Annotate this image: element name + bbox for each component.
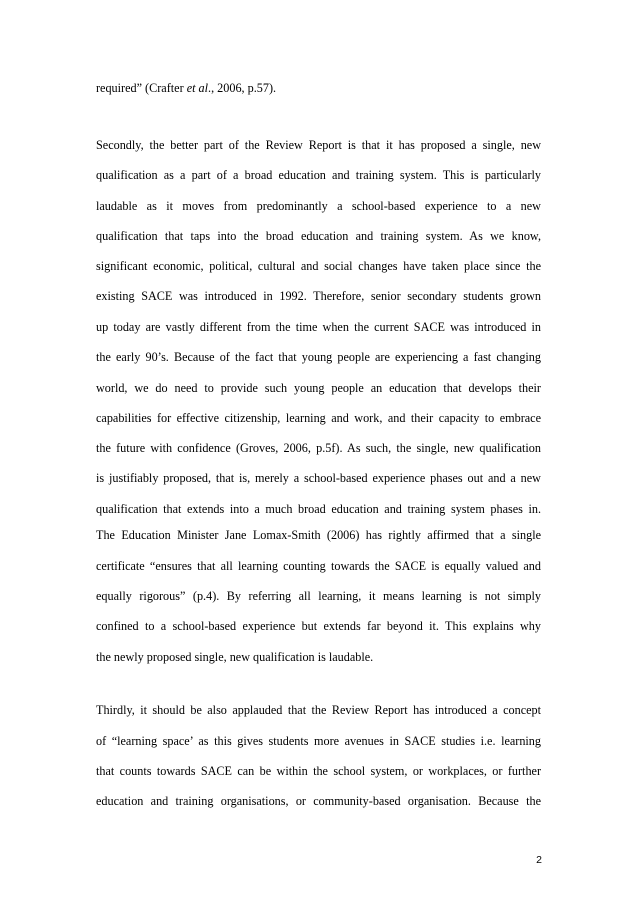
paragraph-2-line-13: qualification that extends into a much broad education and training system phases in. (96, 502, 541, 516)
citation-et-al: et al (186, 81, 209, 95)
paragraph-2-line-10: capabilities for effective citizenship, learning and work, and their capacity to embrace (96, 411, 541, 425)
paragraph-2-line-18: the newly proposed single, new qualification is laudable. (96, 650, 374, 664)
paragraph-2-line-16: equally rigorous” (p.4). By referring all learning, it means learning is not simply (96, 589, 541, 603)
paragraph-3-line-2: of “learning space’ as this gives students more avenues in SACE studies i.e. learning (96, 734, 541, 748)
paragraph-2-line-5: significant economic, political, cultural and social changes have taken place since the (96, 259, 541, 273)
paragraph-2-line-6: existing SACE was introduced in 1992. Therefore, senior secondary students grown (96, 289, 541, 303)
paragraph-2-line-12: is justifiably proposed, that is, merely a school-based experience phases out and a new (96, 471, 541, 485)
paragraph-2-line-8: the early 90’s. Because of the fact that young people are experiencing a fast changing (96, 350, 541, 364)
paragraph-2-line-9: world, we do need to provide such young people an education that develops their (96, 381, 541, 395)
paragraph-2-line-3: laudable as it moves from predominantly a school-based experience to a new (96, 199, 541, 213)
paragraph-2-line-7: up today are vastly different from the time when the current SACE was introduced in (96, 320, 541, 334)
paragraph-2-line-4: qualification that taps into the broad education and training system. As we know, (96, 229, 541, 243)
paragraph-2-line-2: qualification as a part of a broad education and training system. This is particularly (96, 168, 541, 182)
page-number: 2 (536, 854, 542, 866)
paragraph-3-line-3: that counts towards SACE can be within the school system, or workplaces, or further (96, 764, 541, 778)
paragraph-1-line-1 (96, 80, 541, 96)
paragraph-2-line-11: the future with confidence (Groves, 2006, p.5f). As such, the single, new qualification (96, 441, 541, 455)
paragraph-2-line-17: confined to a school-based experience but extends far beyond it. This explains why (96, 619, 541, 633)
paragraph-3-line-1: Thirdly, it should be also applauded that the Review Report has introduced a concept (96, 703, 541, 717)
citation-text-end: ., 2006, p.57). (208, 81, 277, 95)
paragraph-3-line-4: education and training organisations, or community-based organisation. Because the (96, 794, 541, 808)
citation-text: required” (Crafter (96, 81, 187, 95)
paragraph-2-line-14: The Education Minister Jane Lomax-Smith (2006) has rightly affirmed that a single (96, 528, 541, 542)
paragraph-2-line-15: certificate “ensures that all learning counting towards the SACE is equally valued and (96, 559, 541, 573)
paragraph-2-line-1: Secondly, the better part of the Review Report is that it has proposed a single, new (96, 138, 541, 152)
